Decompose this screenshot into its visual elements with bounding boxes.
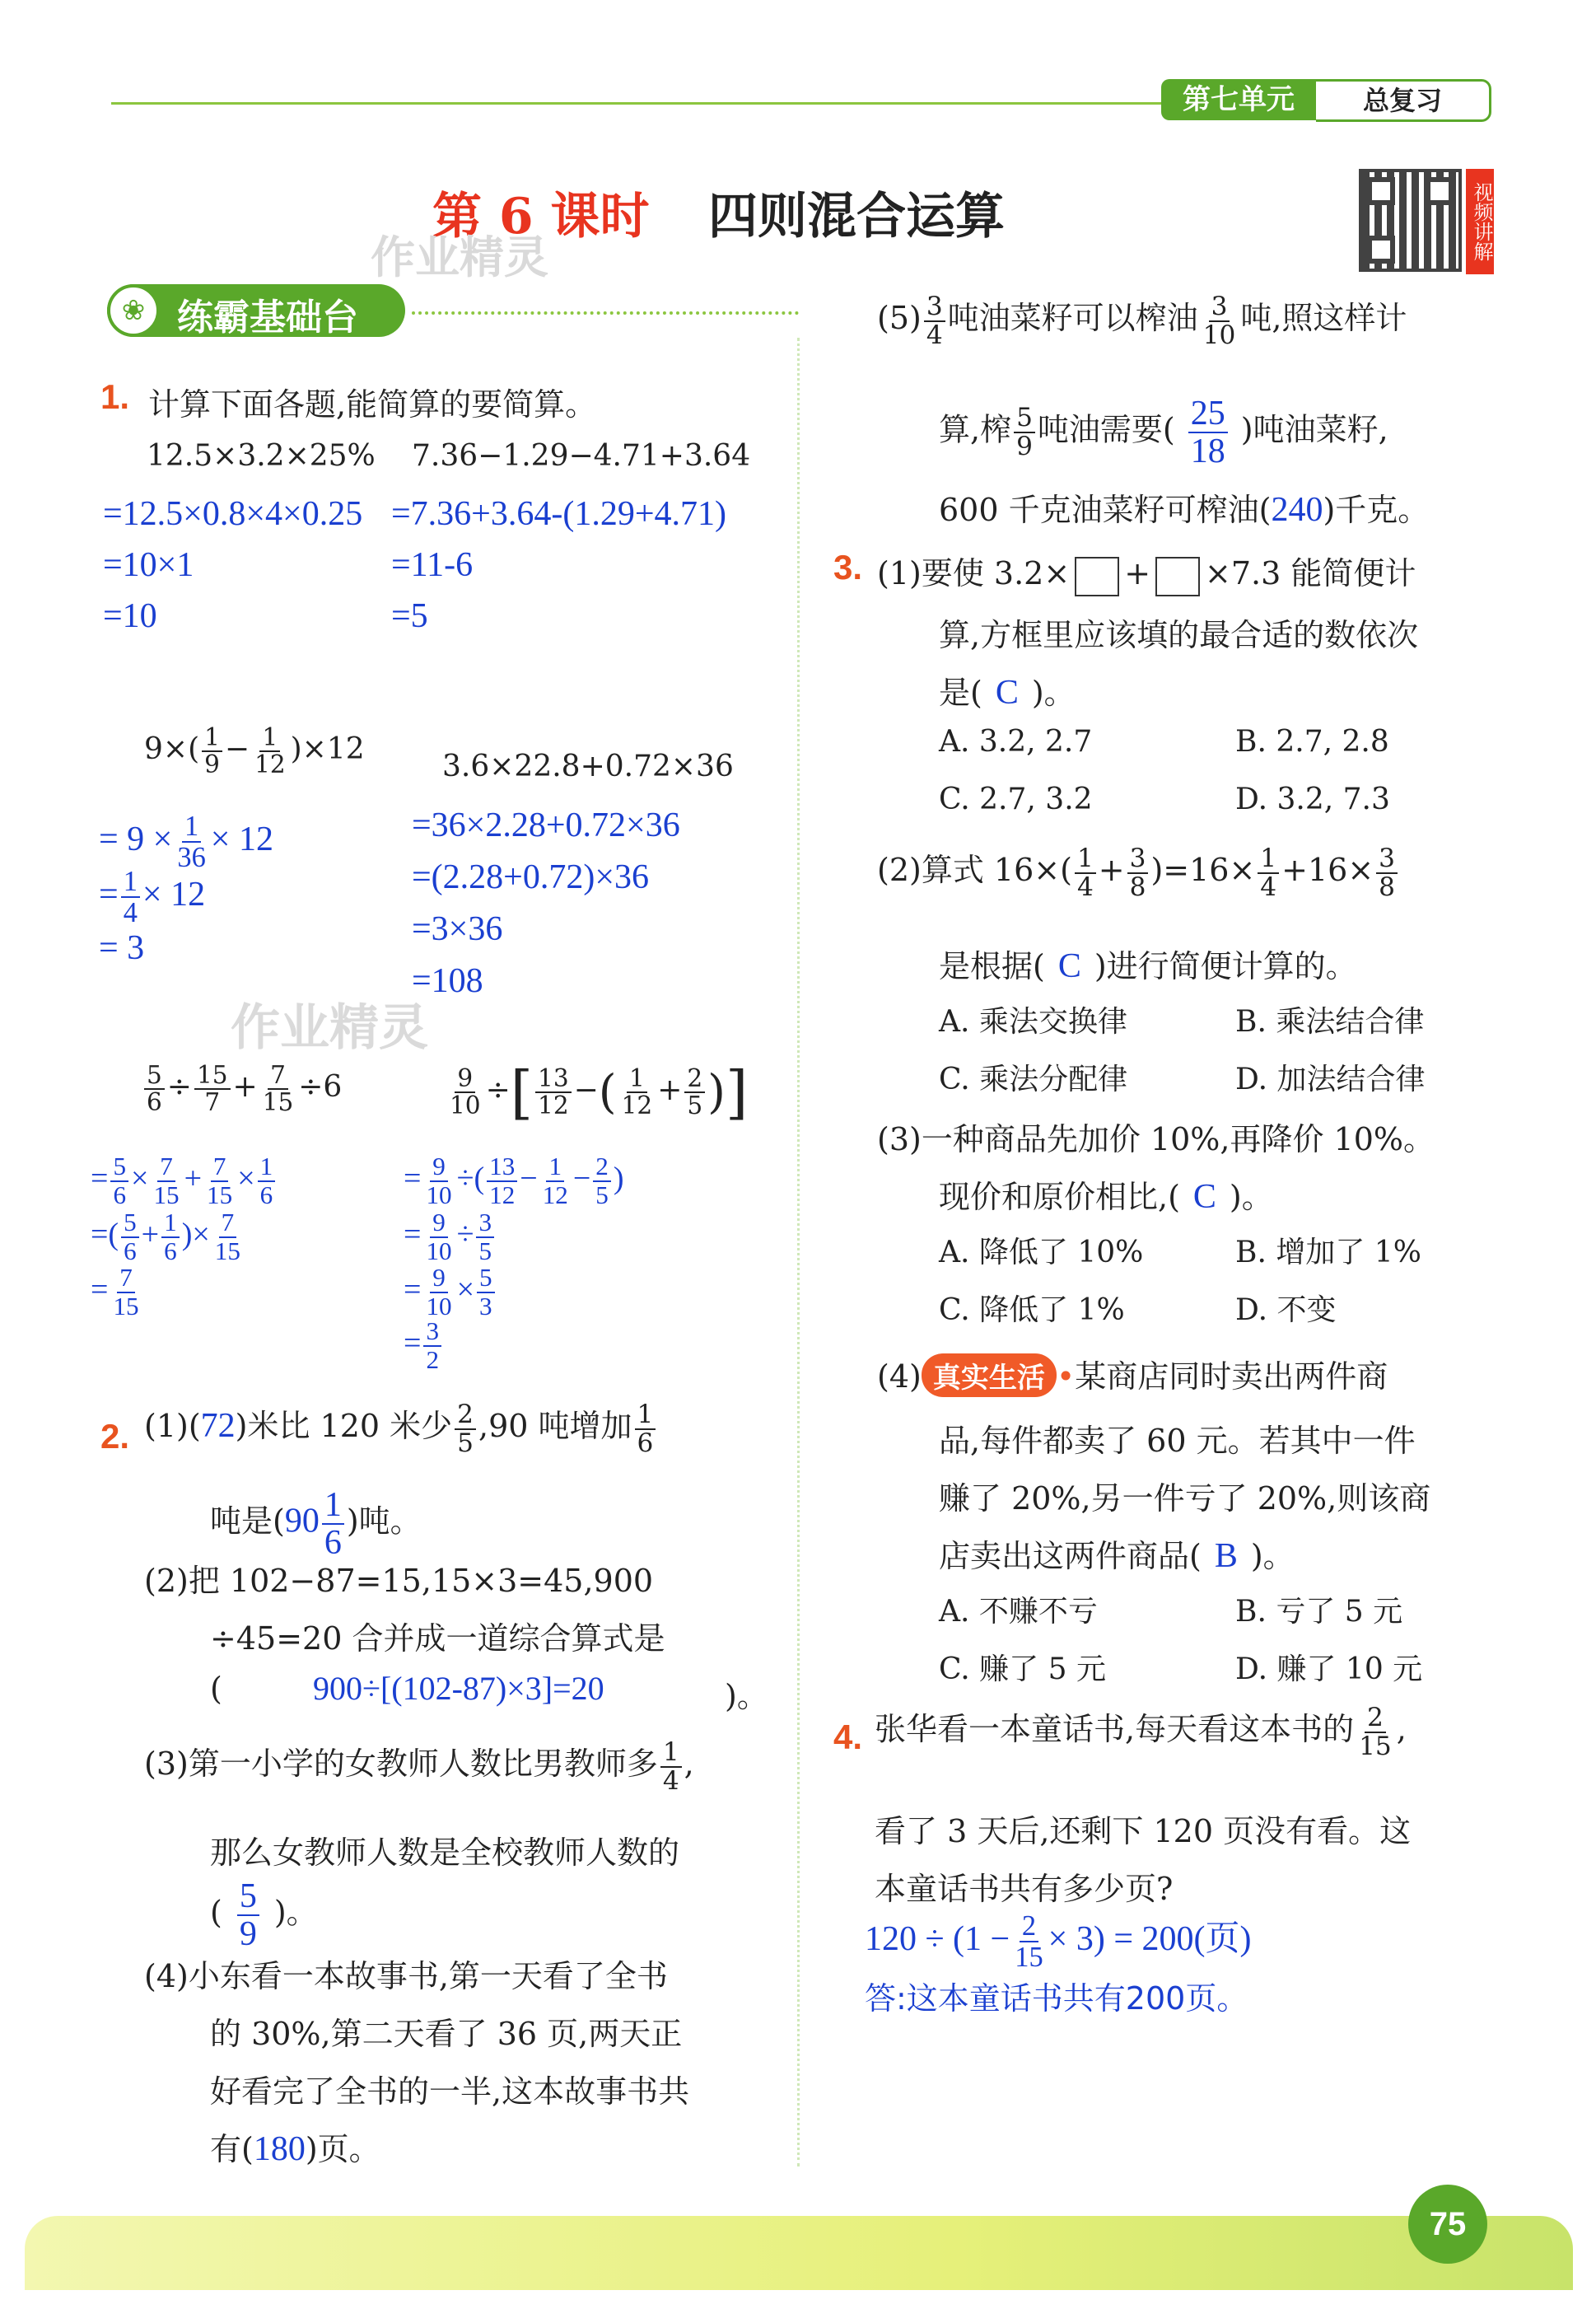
q3-4-opt-a: A. 不赚不亏 xyxy=(939,1595,1098,1629)
q1a-step-2: =10×1 xyxy=(103,546,194,584)
q2-1-line1: (1)(72)米比 120 米少 $\frac{2}{5}$ ,90 吨增加 $\frac{1}{6}$ xyxy=(144,1400,658,1456)
q3-2-line2: 是根据( C )进行简便计算的。 xyxy=(939,947,1357,985)
q3-3-opt-b: B. 增加了 1% xyxy=(1235,1236,1421,1269)
banner-dots xyxy=(412,311,799,315)
q1-number: 1. xyxy=(100,377,130,416)
q2-2-line1: (2)把 102−87=15,15×3=45,900 xyxy=(144,1563,654,1599)
real-life-tag: 真实生活 xyxy=(922,1353,1057,1397)
q2-1-line2: 吨是(90 $\frac{1}{6}$ )吨。 xyxy=(210,1486,422,1563)
q1c-step-2: = $\frac{1}{4}$ × 12 xyxy=(99,866,206,929)
q4-line1: 张华看一本童话书,每天看这本书的 $\frac{2}{15}$ , xyxy=(875,1702,1407,1761)
q1d-step-1: =36×2.28+0.72×36 xyxy=(412,806,680,844)
q1e-expr: $\frac{5}{6}$ ÷ $\frac{15}{7}$ + $\frac{7}{15}$ ÷6 xyxy=(142,1063,342,1115)
q1a-step-3: =10 xyxy=(103,597,157,635)
q1f-step-1: = $\frac{9}{10}$ ÷( $\frac{13}{12}$ − $\frac{1}{12}$ − $\frac{2}{5}$ ) xyxy=(404,1152,624,1209)
header-rule xyxy=(111,102,1165,105)
q2-3-line2: 那么女教师人数是全校教师人数的 xyxy=(210,1835,680,1871)
q1b-expr: 7.36−1.29−4.71+3.64 xyxy=(412,439,751,473)
q1c-expr: 9×( $\frac{1}{9}$ − $\frac{1}{12}$ )×12 xyxy=(144,723,365,778)
q1-prompt: 计算下面各题,能简算的要简算。 xyxy=(148,386,597,423)
q2-3-line3: ( $\frac{5}{9}$ )。 xyxy=(210,1877,318,1954)
q3-2-opt-b: B. 乘法结合律 xyxy=(1235,1005,1425,1039)
q3-1-opt-b: B. 2.7, 2.8 xyxy=(1235,725,1389,759)
q1d-expr: 3.6×22.8+0.72×36 xyxy=(442,750,734,783)
q3-4-line3: 赚了 20%,另一件亏了 20%,则该商 xyxy=(939,1480,1431,1517)
q4-number: 4. xyxy=(833,1718,863,1756)
unit-tag: 第七单元 xyxy=(1161,79,1316,120)
footer-band xyxy=(25,2216,1573,2290)
q1f-expr: $\frac{9}{10}$ ÷[ $\frac{13}{12}$ −( $\frac{1}{12}$ + $\frac{2}{5}$ )] xyxy=(450,1059,749,1126)
q3-2-opt-a: A. 乘法交换律 xyxy=(939,1005,1127,1039)
q2-4-line1: (4)小东看一本故事书,第一天看了全书 xyxy=(144,1958,668,1994)
q2-5-line2: 算,榨 $\frac{5}{9}$ 吨油需要( $\frac{25}{18}$ )吨油菜籽, xyxy=(939,395,1388,471)
q3-1-line3: 是( C )。 xyxy=(939,674,1076,712)
blank-box-1 xyxy=(1075,557,1119,596)
watermark-2: 作业精灵 xyxy=(231,999,428,1057)
qr-code-icon[interactable] xyxy=(1359,169,1462,272)
q1e-step-1: = $\frac{5}{6}$ × $\frac{7}{15}$ + $\frac{7}{15}$ × $\frac{1}{6}$ xyxy=(91,1153,278,1208)
q1a-step-1: =12.5×0.8×4×0.25 xyxy=(103,495,363,533)
lesson-subtitle: 四则混合运算 xyxy=(708,188,1005,245)
q3-2-line1: (2)算式 16×( $\frac{1}{4}$ + $\frac{3}{8}$ )=16× $\frac{1}{4}$ +16× $\frac{3}{8}$ xyxy=(877,844,1400,900)
q3-4-line2: 品,每件都卖了 60 元。若其中一件 xyxy=(939,1423,1416,1459)
q4-line3: 本童话书共有多少页? xyxy=(875,1871,1174,1907)
q3-1-opt-a: A. 3.2, 2.7 xyxy=(939,725,1093,759)
q1c-step-3: = 3 xyxy=(99,929,145,967)
q2-2-line2: ÷45=20 合并成一道综合算式是 xyxy=(210,1620,665,1657)
q3-3-opt-d: D. 不变 xyxy=(1235,1293,1337,1327)
q1e-step-3: = $\frac{7}{15}$ xyxy=(91,1263,139,1320)
q1f-step-2: = $\frac{9}{10}$ ÷ $\frac{3}{5}$ xyxy=(404,1209,497,1264)
review-tag: 总复习 xyxy=(1316,79,1491,122)
q4-answer: 答:这本童话书共有200页。 xyxy=(865,1980,1248,2017)
blank-box-2 xyxy=(1155,557,1200,596)
q1d-step-3: =3×36 xyxy=(412,910,503,948)
q3-4-line4: 店卖出这两件商品( B )。 xyxy=(939,1537,1295,1575)
q2-2-answer: 900÷[(102-87)×3]=20 xyxy=(313,1670,604,1707)
q1e-step-2: =( $\frac{5}{6}$ + $\frac{1}{6}$ )× $\frac{7}{15}$ xyxy=(91,1208,240,1265)
q3-1-line2: 算,方框里应该填的最合适的数依次 xyxy=(939,617,1419,653)
watermark-1: 作业精灵 xyxy=(371,231,548,283)
q1a-expr: 12.5×3.2×25% xyxy=(147,439,376,473)
column-divider xyxy=(797,338,800,2166)
q2-3-line1: (3)第一小学的女教师人数比男教师多 $\frac{1}{4}$ , xyxy=(144,1736,694,1796)
q2-2-close: )。 xyxy=(725,1678,768,1714)
q3-1-opt-d: D. 3.2, 7.3 xyxy=(1235,783,1390,816)
page-number-badge: 75 xyxy=(1408,2185,1487,2264)
q1d-step-4: =108 xyxy=(412,962,483,1000)
q1b-step-2: =11-6 xyxy=(391,546,474,584)
q1f-step-3: = $\frac{9}{10}$ × $\frac{5}{3}$ xyxy=(404,1264,497,1320)
q2-2-open: ( xyxy=(210,1671,222,1707)
q3-4-opt-d: D. 赚了 10 元 xyxy=(1235,1652,1423,1686)
q3-4-line1: (4) 真实生活 •某商店同时卖出两件商 xyxy=(877,1351,1388,1397)
q3-4-opt-b: B. 亏了 5 元 xyxy=(1235,1595,1403,1629)
leaf-icon: ❀ xyxy=(107,284,160,337)
qr-label: 视频讲解 xyxy=(1466,169,1494,274)
q3-1-opt-c: C. 2.7, 3.2 xyxy=(939,783,1093,816)
q3-3-opt-c: C. 降低了 1% xyxy=(939,1293,1125,1327)
q3-3-line1: (3)一种商品先加价 10%,再降价 10%。 xyxy=(877,1121,1435,1157)
lesson-title: 第 6 课时 xyxy=(432,188,650,245)
q1f-step-4: = $\frac{3}{2}$ xyxy=(404,1318,444,1373)
q3-3-opt-a: A. 降低了 10% xyxy=(939,1236,1144,1269)
q1c-step-1: = 9 × $\frac{1}{36}$ × 12 xyxy=(99,811,273,874)
q3-number: 3. xyxy=(833,548,863,587)
q2-5-line3: 600 千克油菜籽可榨油(240)千克。 xyxy=(939,491,1430,529)
q2-4-line2: 的 30%,第二天看了 36 页,两天正 xyxy=(210,2016,683,2052)
q3-1-line1: (1)要使 3.2× + ×7.3 能简便计 xyxy=(877,548,1416,596)
q2-number: 2. xyxy=(100,1417,130,1456)
q1b-step-1: =7.36+3.64-(1.29+4.71) xyxy=(391,495,727,533)
q3-2-opt-c: C. 乘法分配律 xyxy=(939,1063,1128,1096)
q3-4-opt-c: C. 赚了 5 元 xyxy=(939,1652,1106,1686)
q4-solution: 120 ÷ (1 − $\frac{2}{15}$ × 3) = 200(页) xyxy=(865,1910,1252,1974)
q1b-step-3: =5 xyxy=(391,597,428,635)
q1d-step-2: =(2.28+0.72)×36 xyxy=(412,858,650,896)
q2-4-line3: 好看完了全书的一半,这本故事书共 xyxy=(210,2073,690,2110)
q2-5-line1: (5) $\frac{3}{4}$ 吨油菜籽可以榨油 $\frac{3}{10}$ 吨,照这样计 xyxy=(877,291,1407,350)
section-banner-text: 练霸基础台 xyxy=(177,297,358,339)
q2-4-line4: 有(180)页。 xyxy=(210,2130,380,2168)
q3-3-line2: 现价和原价相比,( C )。 xyxy=(939,1178,1273,1216)
q4-line2: 看了 3 天后,还剩下 120 页没有看。这 xyxy=(875,1813,1412,1849)
q3-2-opt-d: D. 加法结合律 xyxy=(1235,1063,1426,1096)
